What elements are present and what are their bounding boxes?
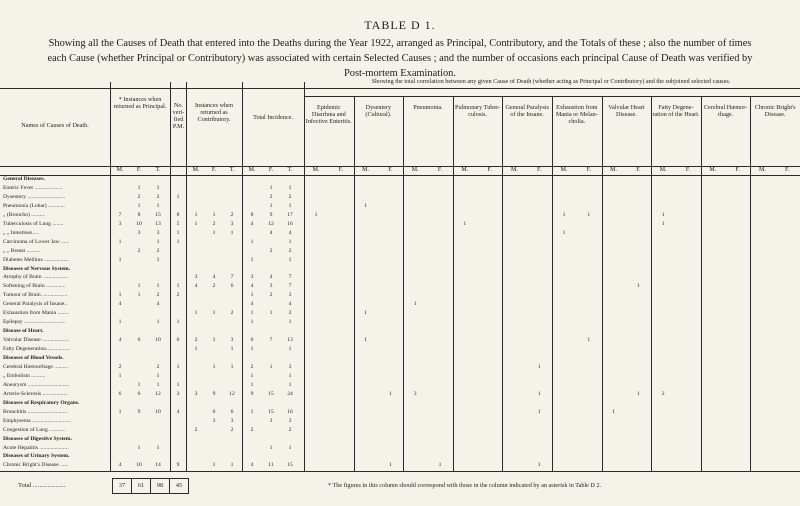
count-cell: 1 [212,211,216,218]
correlation-cell: 1 [612,408,615,415]
count-cell: 1 [250,346,254,353]
selected-cause-header: Exhaustion from Mania or Melan- cholia. [555,104,598,125]
count-cell: 2 [230,211,234,218]
count-cell: 1 [156,372,160,379]
cause-name: Enteric Fever .................... [3,184,63,191]
cause-name: Valvular Disease ................... [3,337,69,344]
gender-subheader: F. [735,167,740,173]
correlation-cell: 1 [587,337,591,344]
count-cell: 13 [287,337,293,344]
gender-subheader: M. [659,167,667,173]
count-cell: 1 [288,444,292,451]
count-cell: 2 [269,247,273,254]
count-cell: 16 [287,408,293,415]
count-cell: 4 [269,229,273,236]
col-divider [701,96,702,472]
count-cell: 9 [269,211,273,218]
correlation-cell: 1 [388,390,392,397]
gender-subheader: M. [758,167,766,173]
gender-subheader: F. [437,167,443,173]
count-cell: 1 [288,202,292,209]
correlation-cell: 2 [661,390,665,397]
count-cell: 7 [269,337,273,344]
count-cell: 1 [269,202,273,209]
count-cell: 4 [250,283,254,290]
count-cell: 1 [137,292,141,299]
cause-name: Pneumonia (Lobar) ............ [3,202,65,209]
count-cell: 1 [250,408,254,415]
count-cell: 6 [137,390,141,397]
col-divider [552,96,553,472]
count-cell: 4 [118,301,122,308]
count-cell: 12 [229,390,235,397]
correlation-cell: 1 [636,390,640,397]
count-cell: 7 [230,274,234,281]
count-cell: 13 [155,220,161,227]
gender-subheader: M. [709,167,717,173]
count-cell: 1 [269,184,273,191]
correlation-cell: 1 [537,408,541,415]
gender-subheader: T. [229,167,235,173]
count-cell: 1 [269,310,273,317]
header-contributory: Instances when returned as Contributory. [195,102,233,123]
correlation-cell: 1 [364,337,367,344]
correlation-cell: 1 [562,229,566,236]
correlation-cell: 1 [463,220,467,227]
gender-subheader: F. [636,167,641,173]
count-cell: 24 [287,390,293,397]
count-cell: 1 [288,381,292,388]
gender-subheader: F. [136,167,142,173]
gender-subheader: F. [211,167,217,173]
correlation-cell: 1 [413,301,417,308]
table-subtitle-line-2: each Cause (whether Principal or Contributory) was associated with certain Selected Causes ; and the number of occasions each principal Cause of Death was verified by [47,53,753,64]
correlation-cell: 1 [364,202,367,209]
selected-cause-header: Dysentery (Cultural). [365,104,392,118]
table-top-rule [0,88,800,89]
gender-subheader: T. [287,167,293,173]
count-cell: 1 [176,381,180,388]
count-cell: 1 [176,238,180,245]
count-cell: 7 [288,274,292,281]
count-cell: 1 [288,346,292,353]
header-names: Names of Causes of Death. [21,122,89,129]
gender-subheader: M. [411,167,419,173]
count-cell: 5 [176,220,180,227]
count-cell: 1 [176,229,180,236]
count-cell: 1 [250,381,254,388]
count-cell: 2 [230,310,234,317]
cause-name: Congestion of Lung ............ [3,426,66,433]
cause-name: Arterio-Sclerosis .................. [3,390,68,397]
count-cell: 6 [176,337,180,344]
header-principal: * Instances when returned as Principal. [113,96,167,110]
count-cell: 15 [268,390,274,397]
count-cell: 15 [287,462,293,469]
count-cell: 2 [250,363,254,370]
correlation-cell: 1 [438,462,442,469]
count-cell: 1 [137,444,141,451]
count-cell: 2 [269,193,273,200]
count-cell: 3 [230,417,234,424]
count-cell: 3 [269,283,273,290]
count-cell: 15 [268,408,274,415]
count-cell: 2 [288,193,292,200]
header-correlation: Showing the total correlation between any given Cause of Death (whether acting as Principal or Contributory) and the subjoined selected causes. [371,78,731,85]
correlation-cell: 1 [636,283,640,290]
selected-cause-header: General Paralysis of the Insane. [505,104,549,118]
cause-name: Softening of Brain .............. [3,283,66,290]
count-cell: 4 [118,337,122,344]
gender-subheader: M. [312,167,320,173]
count-cell: 1 [137,381,141,388]
count-cell: 2 [176,292,180,299]
header-total: Total Incidence. [253,114,293,121]
col-divider [602,96,603,472]
count-cell: 1 [212,337,216,344]
count-cell: 1 [137,184,141,191]
count-cell: 1 [118,238,122,245]
table-bottom-rule [0,471,800,472]
cause-name: Bronchitis ............................ [3,408,67,415]
count-cell: 17 [287,211,293,218]
cause-name: Diabetes Mellitus .................. [3,256,70,263]
count-cell: 1 [288,372,292,379]
totals-row [0,478,800,506]
count-cell: 4 [288,229,292,236]
count-cell: 1 [288,238,292,245]
count-cell: 4 [269,274,273,281]
count-cell: 1 [250,292,254,299]
gender-subheader: F. [268,167,274,173]
gender-subheader: M. [461,167,469,173]
count-cell: 3 [288,363,292,370]
count-cell: 10 [136,220,142,227]
count-cell: 2 [212,283,216,290]
count-cell: 10 [155,337,161,344]
cause-name: Dysentery ........................... [3,193,66,200]
count-cell: 12 [155,390,161,397]
count-cell: 4 [176,408,180,415]
table-subtitle-line-3: Post-mortem Examination. [344,68,456,79]
gender-subheader: M. [560,167,568,173]
count-cell: 3 [156,229,160,236]
count-cell: 1 [269,444,273,451]
table-subtitle-line-1: Showing all the Causes of Death that entered into the Deaths during the Year 1922, arranged as Principal, Contributory, and the Totals of these ; also the number of times [48,38,752,49]
count-cell: 1 [156,238,160,245]
count-cell: 2 [156,247,160,254]
col-divider [170,82,171,472]
gender-subheader: F. [487,167,492,173]
cause-section-heading: General Diseases. [3,176,45,182]
total-principal-t: 98 [150,478,170,494]
count-cell: 6 [118,390,122,397]
count-cell: 1 [156,202,160,209]
count-cell: 1 [118,292,122,299]
cause-section-heading: Diseases of Nervous System. [3,265,71,272]
count-cell: 1 [250,372,254,379]
correlation-cell: 1 [314,211,318,218]
count-cell: 1 [194,310,198,317]
count-cell: 1 [156,319,160,326]
count-cell: 1 [250,238,254,245]
count-cell: 7 [288,283,292,290]
selected-cause-header: Pneumonia. [413,104,443,111]
correlation-cell: 1 [587,211,591,218]
cause-name: Acute Hepatitis ..................... [3,444,69,451]
correlation-cell: 1 [537,363,541,370]
count-cell: 1 [194,211,198,218]
cause-name: „ Embolism .......... [3,372,46,379]
gender-subheader: F. [537,167,542,173]
count-cell: 1 [118,256,122,263]
count-cell: 4 [250,220,254,227]
total-principal-f: 61 [131,478,151,494]
cause-section-heading: Diseases of Urinary System. [3,453,70,460]
count-cell: 9 [176,462,180,469]
count-cell: 1 [156,283,160,290]
count-cell: 15 [155,211,161,218]
count-cell: 2 [194,426,198,433]
count-cell: 6 [137,337,141,344]
count-cell: 1 [212,310,216,317]
col-divider [651,96,652,472]
correlation-cell: 1 [537,462,541,469]
gender-subheader: M. [116,167,124,173]
count-cell: 10 [136,462,142,469]
count-cell: 3 [230,337,234,344]
count-cell: 2 [269,292,273,299]
cause-name: Cerebral Hæmorrhage .......... [3,363,69,370]
count-cell: 9 [212,390,216,397]
count-cell: 1 [156,184,160,191]
cause-section-heading: Diseases of Respiratory Organs. [3,399,80,406]
count-cell: 2 [118,363,122,370]
correlation-cell: 1 [388,462,392,469]
count-cell: 6 [212,408,216,415]
count-cell: 6 [230,283,234,290]
count-cell: 2 [137,247,141,254]
count-cell: 3 [118,220,122,227]
count-cell: 1 [269,363,273,370]
count-cell: 3 [230,220,234,227]
col-divider [403,96,404,472]
count-cell: 2 [156,292,160,299]
count-cell: 6 [230,408,234,415]
count-cell: 1 [194,220,198,227]
correlation-cell: 3 [413,390,417,397]
gender-subheader: F. [338,167,343,173]
count-cell: 2 [156,193,160,200]
gender-subheader: F. [586,167,591,173]
gender-subheader: F. [388,167,393,173]
cause-name: Fatty Degeneration................. [3,346,70,353]
count-cell: 16 [287,220,293,227]
total-principal-m: 37 [112,478,132,494]
cause-name: Tumour of Brain .................. [3,292,68,299]
cause-name: Aneurysm .............................. [3,381,70,388]
correlation-cell: 1 [661,220,665,227]
count-cell: 2 [212,220,216,227]
count-cell: 4 [194,283,198,290]
selected-cause-header: Fatty Degene- ration of the Heart. [652,104,700,118]
col-divider [186,82,187,472]
col-divider [242,82,243,472]
count-cell: 3 [194,274,198,281]
correlation-cell: 1 [661,211,665,218]
count-cell: 2 [230,426,234,433]
selected-cause-header: Epidemic Diarrhœa and Infective Enteritis. [305,104,352,125]
count-cell: 1 [250,256,254,263]
header-verified: No. veri- fied P.M. [172,102,185,130]
count-cell: 3 [288,417,292,424]
count-cell: 4 [250,301,254,308]
cause-name: Emphysema ............................ [3,417,72,424]
selected-cause-header: Valvular Heart Disease. [608,104,645,118]
count-cell: 2 [288,247,292,254]
gender-subheader: M. [510,167,518,173]
cause-name: „ „ Intestines..... [3,229,40,236]
count-cell: 1 [288,256,292,263]
count-cell: 1 [212,363,216,370]
count-cell: 8 [176,211,180,218]
count-cell: 1 [118,372,122,379]
col-divider [110,82,111,472]
count-cell: 4 [250,462,254,469]
gender-subheader: M. [192,167,200,173]
count-cell: 1 [137,283,141,290]
total-verified: 45 [169,478,189,494]
gender-subheader: M. [362,167,370,173]
selected-cause-header: Chronic Bright's Disease. [754,104,796,118]
count-cell: 8 [250,211,254,218]
count-cell: 1 [230,229,234,236]
cause-name: Tuberculosis of Lung ........ [3,220,64,227]
col-divider [304,82,305,472]
count-cell: 1 [194,346,198,353]
count-cell: 1 [230,462,234,469]
count-cell: 4 [288,301,292,308]
count-cell: 6 [250,337,254,344]
cause-name: Chronic Bright's Disease ...... [3,462,69,469]
count-cell: 11 [268,462,274,469]
count-cell: 2 [288,426,292,433]
gender-subheader: T. [155,167,161,173]
count-cell: 3 [250,274,254,281]
count-cell: 1 [212,462,216,469]
count-cell: 1 [137,202,141,209]
col-divider [750,96,751,472]
table-title: TABLE D 1. [364,18,436,32]
selected-cause-header: Pulmonary Tuber- culosis. [455,104,501,118]
count-cell: 1 [176,319,180,326]
count-cell: 3 [269,417,273,424]
count-cell: 9 [250,390,254,397]
count-cell: 4 [118,462,122,469]
count-cell: 1 [230,363,234,370]
subheader-bottom-rule [0,175,800,176]
cause-name: „ (Broncho) .......... [3,211,46,218]
count-cell: 3 [212,417,216,424]
count-cell: 1 [156,256,160,263]
count-cell: 1 [288,319,292,326]
count-cell: 1 [176,283,180,290]
cause-name: Atrophy of Brain .................. [3,274,69,281]
cause-name: Carcinoma of Lower Jaw ...... [3,238,70,245]
cause-name: Exhaustion from Mania ........ [3,310,69,317]
selected-cause-header: Cerebral Hæmor- rhage. [703,104,748,118]
cause-section-heading: Disease of Heart. [3,328,44,335]
count-cell: 12 [268,220,274,227]
count-cell: 1 [230,346,234,353]
count-cell: 8 [137,211,141,218]
count-cell: 1 [250,310,254,317]
count-cell: 1 [118,319,122,326]
footnote: * The figures in this column should correspond with those in the column indicated by an asterisk in Table D 2. [328,482,602,489]
count-cell: 9 [137,408,141,415]
count-cell: 1 [176,193,180,200]
col-divider [354,96,355,472]
correlation-cell: 1 [537,390,541,397]
count-cell: 3 [288,292,292,299]
gender-subheader: M. [248,167,256,173]
count-cell: 2 [156,363,160,370]
correlation-cell: 1 [562,211,566,218]
count-cell: 2 [288,310,292,317]
totals-label: Total .................... [18,482,66,489]
count-cell: 3 [176,390,180,397]
count-cell: 1 [212,229,216,236]
gender-subheader: F. [785,167,790,173]
count-cell: 2 [250,426,254,433]
count-cell: 14 [155,462,161,469]
col-divider [502,96,503,472]
count-cell: 2 [194,337,198,344]
gender-subheader: M. [610,167,618,173]
count-cell: 3 [194,390,198,397]
count-cell: 7 [118,211,122,218]
gender-subheader: F. [685,167,691,173]
count-cell: 1 [176,363,180,370]
cause-section-heading: Diseases of Digestive System. [3,435,72,442]
cause-section-heading: Diseases of Blood Vessels. [3,355,64,361]
count-cell: 10 [155,408,161,415]
count-cell: 2 [137,193,141,200]
correlation-cell: 1 [364,310,367,317]
cause-name: Epilepsy .............................. [3,319,66,326]
count-cell: 4 [156,301,160,308]
col-divider [453,96,454,472]
count-cell: 1 [118,408,122,415]
count-cell: 1 [156,381,160,388]
cause-name: „ „ Breast .......... [3,247,41,254]
cause-name: General Paralysis of Insane.. [3,301,68,308]
count-cell: 1 [288,184,292,191]
count-cell: 1 [156,444,160,451]
causes-of-death-table [0,78,800,472]
count-cell: 3 [137,229,141,236]
count-cell: 4 [212,274,216,281]
count-cell: 1 [250,319,254,326]
